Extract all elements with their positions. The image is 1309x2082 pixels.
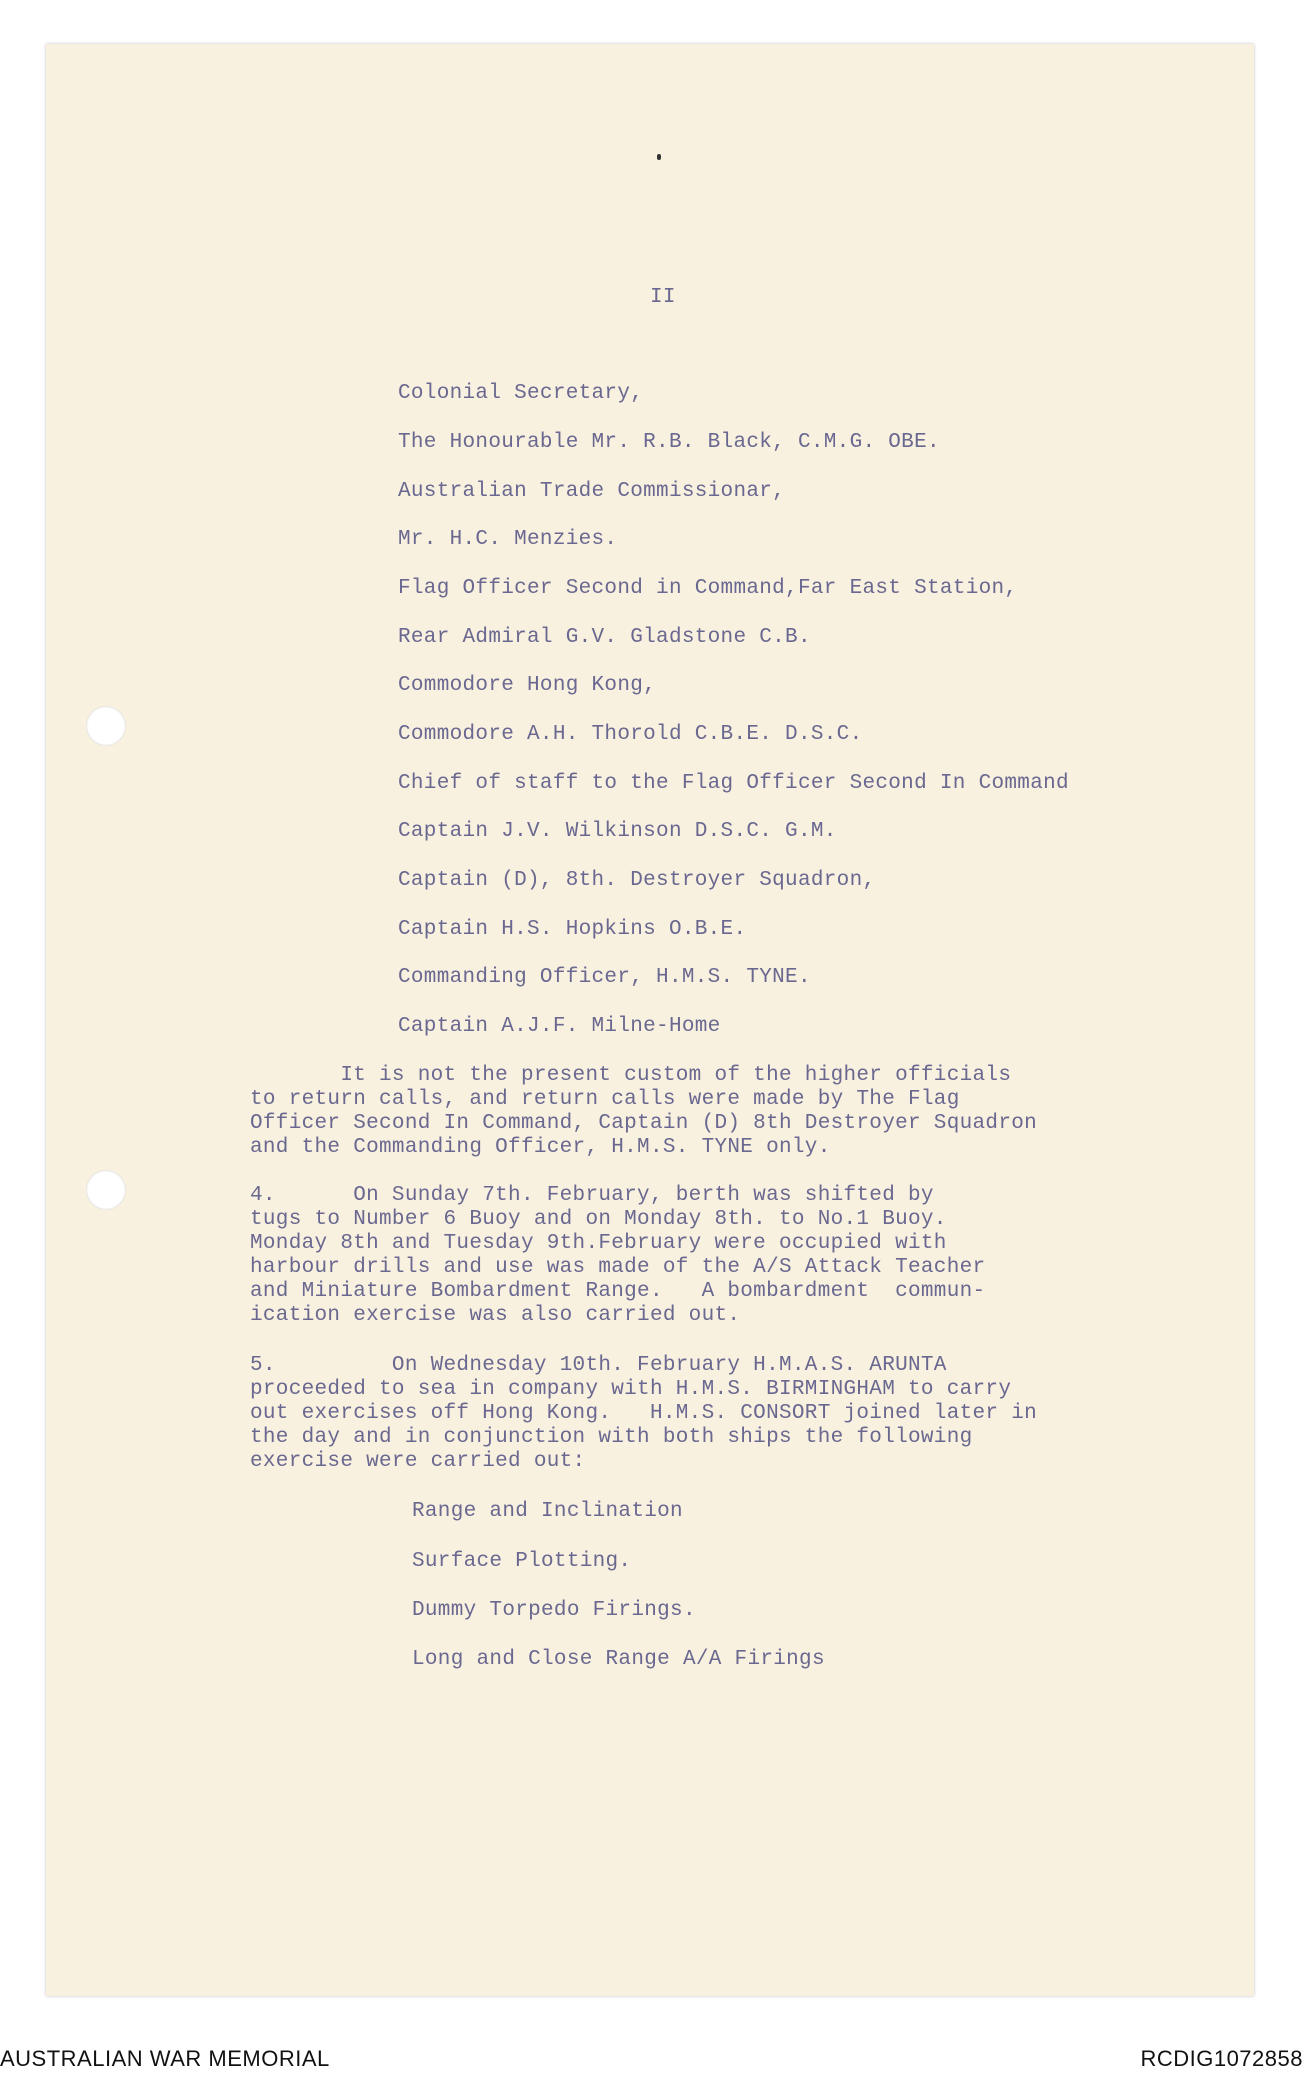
exercise-item: Long and Close Range A/A Firings	[412, 1648, 825, 1671]
list-item: Australian Trade Commissionar,	[398, 480, 786, 503]
paragraph-calls: It is not the present custom of the higher officials to return calls, and return calls were made by The Flag Officer Second In Command, Captain (D) 8th Destroyer Squadron and the Commanding Officer, H.M.S. TYNE only.	[250, 1064, 1038, 1159]
punch-hole	[86, 1170, 126, 1210]
punch-hole	[86, 706, 126, 746]
list-item: Flag Officer Second in Command,Far East Station,	[398, 577, 1018, 600]
list-item: Commodore Hong Kong,	[398, 674, 657, 697]
list-item: Colonial Secretary,	[398, 382, 644, 405]
list-item: Captain (D), 8th. Destroyer Squadron,	[398, 869, 876, 892]
list-item: Rear Admiral G.V. Gladstone C.B.	[398, 626, 811, 649]
exercise-item: Surface Plotting.	[412, 1550, 632, 1573]
exercise-item: Range and Inclination	[412, 1500, 683, 1523]
list-item: Captain A.J.F. Milne-Home	[398, 1015, 721, 1038]
list-item: The Honourable Mr. R.B. Black, C.M.G. OBE.	[398, 431, 940, 454]
list-item: Commodore A.H. Thorold C.B.E. D.S.C.	[398, 723, 863, 746]
page-number: II	[650, 286, 676, 309]
list-item: Captain H.S. Hopkins O.B.E.	[398, 918, 747, 941]
paragraph-5: 5. On Wednesday 10th. February H.M.A.S. ARUNTA proceeded to sea in company with H.M.S. BIRMINGHAM to carry out exercises off Hong Kong. H.M.S. CONSORT joined later in the day and in conjunction with both ships the following exercise were carried out:	[250, 1354, 1038, 1473]
exercise-item: Dummy Torpedo Firings.	[412, 1599, 696, 1622]
list-item: Chief of staff to the Flag Officer Second In Command	[398, 772, 1069, 795]
footer-catalog-id: RCDIG1072858	[1140, 2046, 1303, 2071]
ink-mark	[657, 154, 661, 160]
list-item: Captain J.V. Wilkinson D.S.C. G.M.	[398, 820, 837, 843]
paragraph-4: 4. On Sunday 7th. February, berth was shifted by tugs to Number 6 Buoy and on Monday 8th. to No.1 Buoy. Monday 8th and Tuesday 9th.February were occupied with harbour drills and use was made of the A/S Attack Teacher and Miniature Bombardment Range. A bombardment commun- ication exercise was also carried out.	[250, 1184, 986, 1327]
footer-institution: AUSTRALIAN WAR MEMORIAL	[0, 2046, 330, 2071]
list-item: Mr. H.C. Menzies.	[398, 528, 618, 551]
list-item: Commanding Officer, H.M.S. TYNE.	[398, 966, 811, 989]
